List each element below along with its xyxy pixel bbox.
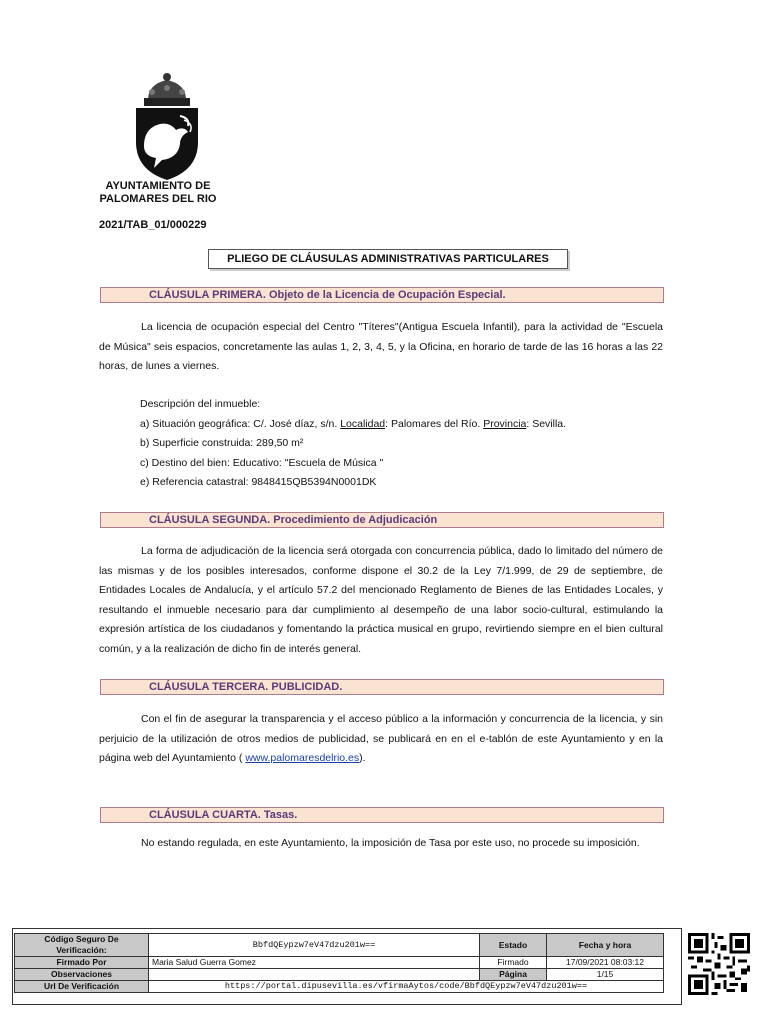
status-value: Firmado (480, 957, 547, 969)
observations-label: Observaciones (15, 969, 149, 981)
municipal-crest-dove-icon (130, 70, 204, 182)
organization-name (99, 180, 217, 206)
property-description (140, 395, 566, 493)
status-label: Estado (480, 934, 547, 957)
org-line-1: AYUNTAMIENTO DE (105, 180, 211, 192)
clause-2-heading: CLÁUSULA SEGUNDA. Procedimiento de Adjudicación (100, 512, 664, 528)
clause-3-paragraph: Con el fin de asegurar la transparencia y el acceso público a la información y concurrencia de la licencia, y sin perjuicio de la utilización de otros medios de publicidad, se publicará en en el e-tablón de este Ayuntamiento y en la página web del Ayuntamiento ( www.palomaresdelrio.es). (99, 713, 663, 764)
qr-code-icon (688, 933, 750, 995)
datetime-value: 17/09/2021 08:03:12 (547, 957, 664, 969)
clause-4-paragraph: No estando regulada, en este Ayuntamiento, la imposición de Tasa por este uso, no procede su imposición. (141, 837, 640, 849)
description-use: c) Destino del bien: Educativo: "Escuela de Música " (140, 456, 384, 469)
page-label: Página (480, 969, 547, 981)
url-label: Url De Verificación (15, 981, 149, 993)
code-label: Código Seguro De Verificación: (15, 934, 149, 957)
url-value[interactable]: https://portal.dipusevilla.es/vfirmaAytos/code/BbfdQEypzw7eV47dzu201w== (149, 981, 664, 993)
page-value: 1/15 (547, 969, 664, 981)
clause-2-paragraph: La forma de adjudicación de la licencia será otorgada con concurrencia pública, dado lo limitado del número de las mismas y de los posibles interesados, conforme dispone el 30.2 de la Ley 7/1.999, de 29 de septiembre, de Entidades Locales de Andalucía, y el artículo 57.2 del mencionado Reglamento de Bienes de las Entidades Locales, y resultando el inmueble necesario para dar cumplimiento al desempeño de una labor socio-cultural, estimulando la expresión artística de los ciudadanos y fomentando la práctica musical en grupo, revirtiendo siempre en el bien cultural común, y a la realización de dicho fin de interés general. (99, 545, 663, 655)
datetime-label: Fecha y hora (547, 934, 664, 957)
signed-by-label: Firmado Por (15, 957, 149, 969)
clause-1-heading: CLÁUSULA PRIMERA. Objeto de la Licencia de Ocupación Especial. (100, 287, 664, 303)
description-surface: b) Superficie construida: 289,50 m² (140, 437, 304, 450)
signature-table (14, 933, 664, 993)
clause-3-heading: CLÁUSULA TERCERA. PUBLICIDAD. (100, 679, 664, 695)
clause-1-paragraph: La licencia de ocupación especial del Centro "Títeres"(Antigua Escuela Infantil), para la actividad de "Escuela de Música" seis espacios, concretamente las aulas 1, 2, 3, 4, 5, y la Oficina, en horario de tarde de las 16 horas a las 22 horas, de lunes a viernes. (99, 321, 663, 372)
description-location: a) Situación geográfica: C/. José díaz, s/n. Localidad: Palomares del Río. Provincia: Sevilla. (140, 417, 567, 430)
description-title: Descripción del inmueble: (140, 398, 261, 410)
description-cadastral: e) Referencia catastral: 9848415QB5394N0001DK (140, 476, 377, 489)
org-line-2: PALOMARES DEL RIO (99, 193, 217, 205)
code-value: BbfdQEypzw7eV47dzu201w== (149, 934, 480, 957)
document-title: PLIEGO DE CLÁUSULAS ADMINISTRATIVAS PARTICULARES (208, 249, 568, 269)
document-reference: 2021/TAB_01/000229 (99, 219, 207, 231)
clause-4-heading: CLÁUSULA CUARTA. Tasas. (100, 807, 664, 823)
observations-value (149, 969, 480, 981)
signed-by-value: Maria Salud Guerra Gomez (149, 957, 480, 969)
website-link[interactable]: www.palomaresdelrio.es (245, 752, 360, 764)
